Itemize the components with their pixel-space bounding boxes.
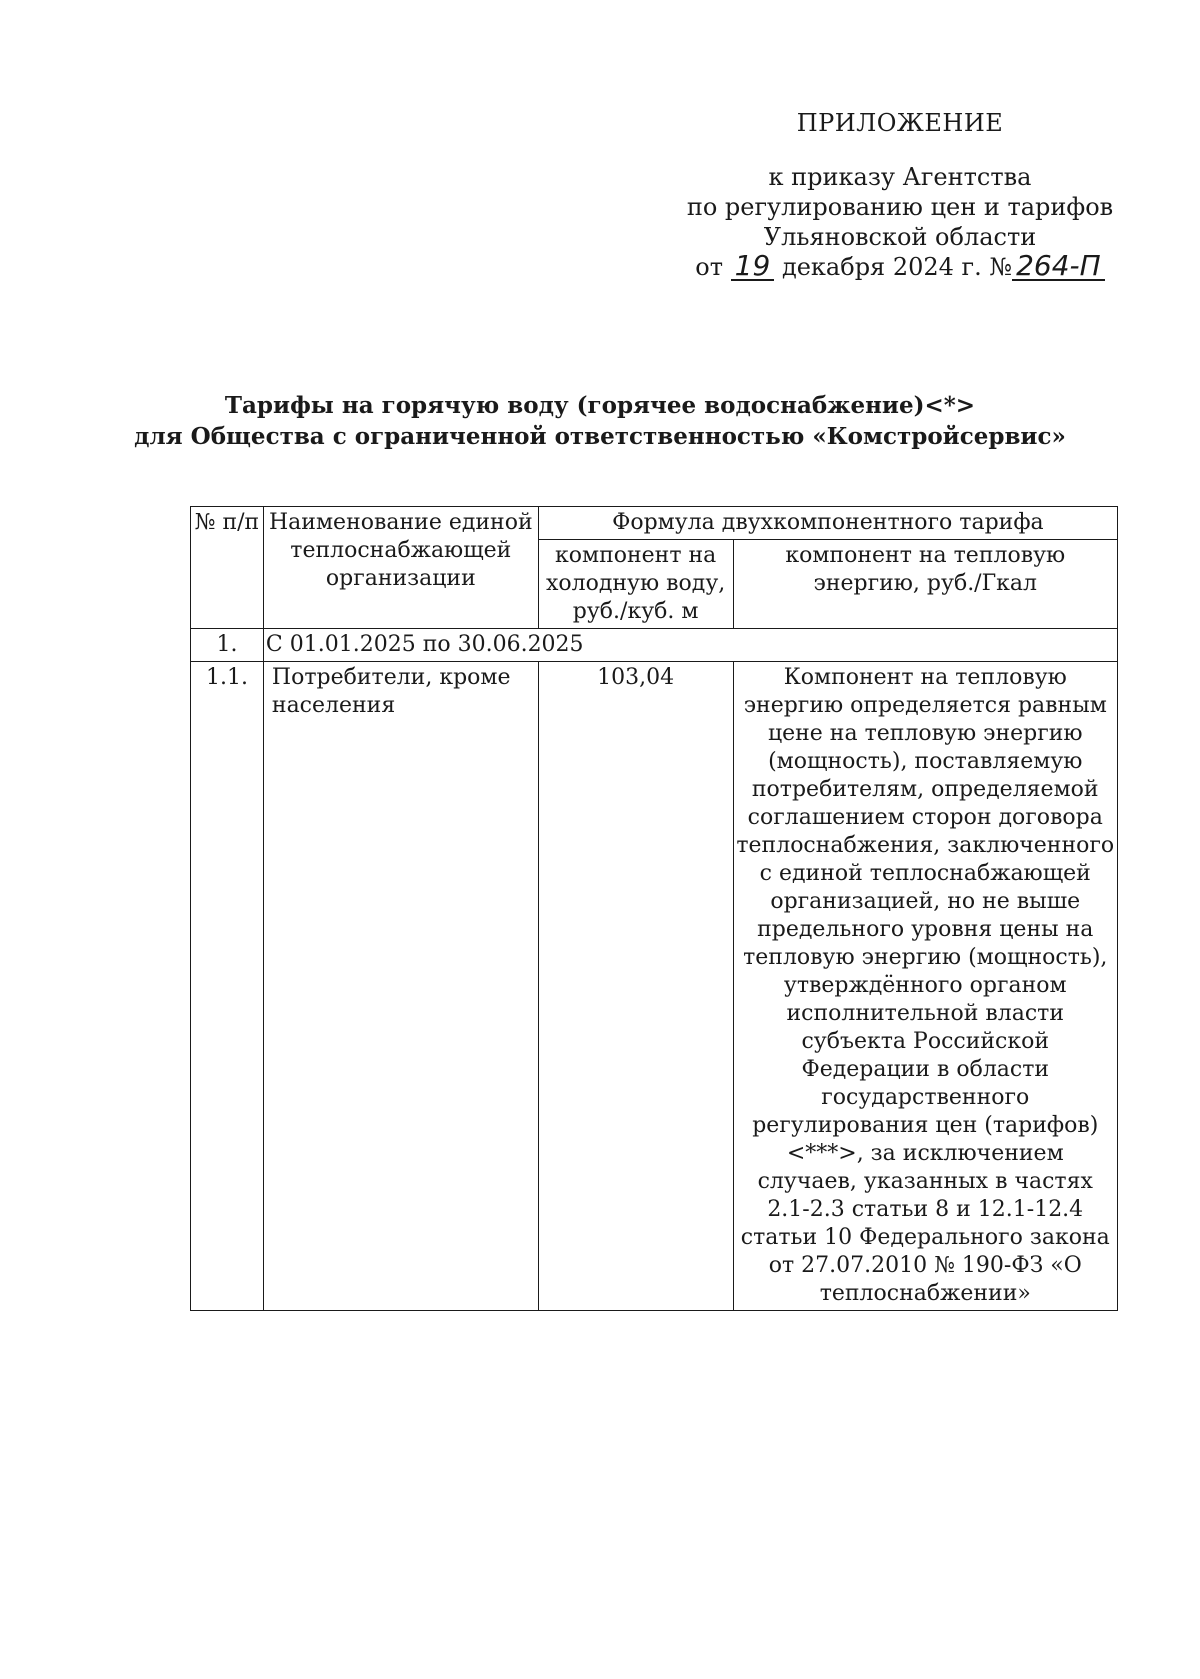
table-row bbox=[191, 662, 1118, 1311]
header-formula: Формула двухкомпонентного тарифа bbox=[538, 507, 1117, 540]
appendix-line-2: по регулированию цен и тарифов bbox=[686, 193, 1114, 221]
order-number-handwritten: 264-П bbox=[1012, 253, 1105, 281]
date-rest: декабря 2024 г. № bbox=[781, 253, 1013, 281]
row-heat: Компонент на тепловую энергию определяется равным цене на тепловую энергию (мощность), поставляемую потребителям, определяемой соглашением сторон договора теплоснабжения, заключенного с единой теплоснабжающей организацией, но не выше предельного уровня цены на тепловую энергию (мощность), утверждённого органом исполнительной власти субъекта Российской Федерации в области государственного регулирования цен (тарифов)<***>, за исключением случаев, указанных в частях 2.1-2.3 статьи 8 и 12.1-12.4 статьи 10 Федерального закона от 27.07.2010 № 190-ФЗ «О теплоснабжении» bbox=[733, 662, 1117, 1311]
document-title-line-2: для Общества с ограниченной ответственностью «Комстройсервис» bbox=[134, 423, 1066, 450]
header-heat: компонент на тепловую энергию, руб./Гкал bbox=[733, 540, 1117, 629]
period-num: 1. bbox=[191, 629, 264, 662]
header-row-1 bbox=[191, 507, 1118, 540]
appendix-date-line bbox=[680, 249, 1120, 282]
row-cold-water: 103,04 bbox=[538, 662, 733, 1311]
document-title bbox=[80, 390, 1120, 452]
row-num: 1.1. bbox=[191, 662, 264, 1311]
header-name: Наименование единой теплоснабжающей организации bbox=[263, 507, 538, 629]
period-label: С 01.01.2025 по 30.06.2025 bbox=[263, 629, 1117, 662]
appendix-block bbox=[680, 108, 1120, 282]
period-row bbox=[191, 629, 1118, 662]
tariff-table bbox=[190, 506, 1118, 1311]
header-num: № п/п bbox=[191, 507, 264, 629]
appendix-title: ПРИЛОЖЕНИЕ bbox=[796, 109, 1004, 137]
row-name: Потребители, кроме населения bbox=[263, 662, 538, 1311]
date-day-handwritten: 19 bbox=[731, 253, 775, 281]
appendix-line-1: к приказу Агентства bbox=[768, 163, 1032, 191]
header-cold-water: компонент на холодную воду, руб./куб. м bbox=[538, 540, 733, 629]
date-prefix: от bbox=[695, 253, 724, 281]
document-title-line-1: Тарифы на горячую воду (горячее водоснабжение)<*> bbox=[224, 392, 976, 419]
appendix-line-3: Ульяновской области bbox=[763, 223, 1037, 251]
